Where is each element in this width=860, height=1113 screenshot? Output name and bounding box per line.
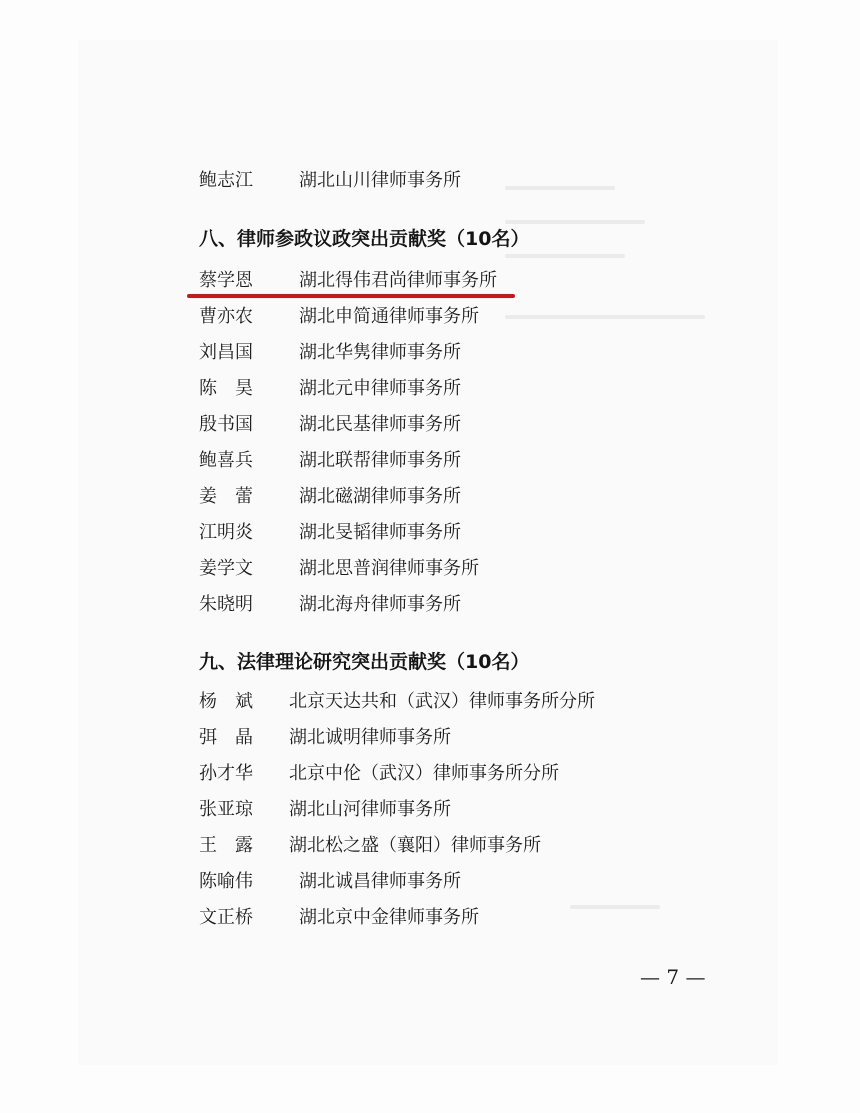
law-firm: 湖北得伟君尚律师事务所 [299,270,497,291]
lawyer-name: 鲍喜兵 [199,450,253,471]
lawyer-name: 杨 斌 [199,691,253,712]
law-firm: 湖北诚明律师事务所 [289,727,451,748]
law-firm: 湖北元申律师事务所 [299,378,461,399]
law-firm: 湖北山川律师事务所 [299,170,461,191]
bleed-through-mark [505,186,615,190]
lawyer-name: 曹亦农 [199,306,253,327]
law-firm: 湖北磁湖律师事务所 [299,486,461,507]
lawyer-name: 弭 晶 [199,727,253,748]
law-firm: 湖北民基律师事务所 [299,414,461,435]
law-firm: 湖北华隽律师事务所 [299,342,461,363]
lawyer-name: 江明炎 [199,522,253,543]
lawyer-name: 文正桥 [199,907,253,928]
bleed-through-mark [570,905,660,909]
lawyer-name: 蔡学恩 [199,270,253,291]
law-firm: 湖北松之盛（襄阳）律师事务所 [289,835,541,856]
red-highlight-underline [187,294,515,298]
lawyer-name: 孙才华 [199,763,253,784]
lawyer-name: 刘昌国 [199,342,253,363]
law-firm: 湖北旻韬律师事务所 [299,522,461,543]
section-9-heading: 九、法律理论研究突出贡献奖（10名） [199,651,530,673]
law-firm: 湖北诚昌律师事务所 [299,871,461,892]
lawyer-name: 殷书国 [199,414,253,435]
law-firm: 湖北京中金律师事务所 [299,907,479,928]
law-firm: 湖北海舟律师事务所 [299,594,461,615]
lawyer-name: 朱晓明 [199,594,253,615]
law-firm: 北京天达共和（武汉）律师事务所分所 [289,691,595,712]
lawyer-name: 姜 蕾 [199,486,253,507]
lawyer-name: 鲍志江 [199,170,253,191]
lawyer-name: 张亚琼 [199,799,253,820]
section-8-heading: 八、律师参政议政突出贡献奖（10名） [199,228,530,250]
law-firm: 湖北申简通律师事务所 [299,306,479,327]
page-number: — 7 — [640,965,706,989]
law-firm: 湖北联帮律师事务所 [299,450,461,471]
law-firm: 湖北思普润律师事务所 [299,558,479,579]
law-firm: 湖北山河律师事务所 [289,799,451,820]
lawyer-name: 陈 昊 [199,378,253,399]
law-firm: 北京中伦（武汉）律师事务所分所 [289,763,559,784]
lawyer-name: 姜学文 [199,558,253,579]
bleed-through-mark [505,315,705,319]
lawyer-name: 陈喻伟 [199,871,253,892]
lawyer-name: 王 露 [199,835,253,856]
